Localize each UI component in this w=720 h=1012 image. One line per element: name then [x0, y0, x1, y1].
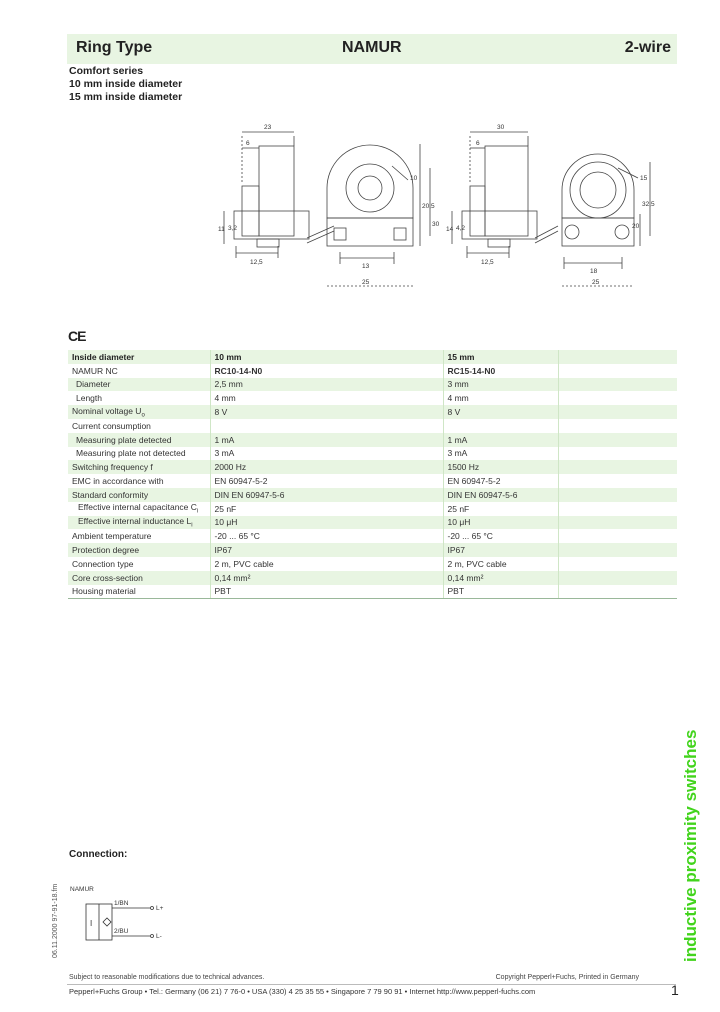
spec-value-10mm: 10 μH — [210, 516, 443, 530]
spec-value-15mm: EN 60947-5-2 — [443, 474, 558, 488]
spec-value-10mm: 1 mA — [210, 433, 443, 447]
spec-value-10mm — [210, 419, 443, 433]
spec-label-subscript: i — [191, 522, 193, 529]
spec-empty-cell — [558, 378, 677, 392]
spec-empty-cell — [558, 419, 677, 433]
dim-25-left: 25 — [362, 279, 370, 286]
spec-value-10mm: 4 mm — [210, 391, 443, 405]
header-title-2-wire: 2-wire — [624, 39, 671, 56]
dimension-drawings — [212, 118, 655, 298]
spec-value-15mm: PBT — [443, 585, 558, 599]
dim-30: 30 — [432, 221, 440, 228]
dim-10: 10 — [410, 175, 418, 182]
side-view-10mm — [224, 132, 334, 258]
spec-label-text: Effective internal inductance L — [78, 516, 192, 527]
spec-label — [68, 405, 210, 419]
footer-divider — [67, 984, 676, 985]
spec-value-10mm: 3 mA — [210, 447, 443, 461]
spec-empty-cell — [558, 543, 677, 557]
spec-value-15mm: -20 ... 65 °C — [443, 529, 558, 543]
spec-row — [68, 488, 677, 502]
spec-empty-cell — [558, 571, 677, 585]
sensor-i-symbol: I — [90, 919, 93, 928]
category-banner: inductive proximity switches — [681, 729, 700, 962]
spec-value-15mm: 8 V — [443, 405, 558, 419]
connection-title: Connection: — [69, 849, 128, 860]
dim-4-2: 4,2 — [456, 225, 466, 232]
spec-label — [68, 364, 210, 378]
spec-label — [68, 543, 210, 557]
wire-2-bu: 2/BU — [114, 928, 129, 935]
dim-12-5-left: 12,5 — [250, 259, 263, 266]
spec-label-text: Ambient temperature — [72, 531, 152, 542]
series-subtitles — [69, 65, 182, 104]
spec-label — [68, 529, 210, 543]
spec-row — [68, 571, 677, 585]
side-view-15mm — [452, 132, 558, 258]
namur-label: NAMUR — [70, 886, 94, 893]
header-bar — [67, 34, 677, 64]
spec-label — [68, 378, 210, 392]
spec-value-15mm — [443, 419, 558, 433]
spec-header-15mm: 15 mm — [443, 350, 558, 364]
spec-value-15mm: 3 mA — [443, 447, 558, 461]
spec-label-subscript: o — [141, 412, 145, 419]
front-view-15mm — [562, 154, 650, 286]
spec-empty-cell — [558, 391, 677, 405]
spec-value-15mm: 1 mA — [443, 433, 558, 447]
spec-label-text: Length — [76, 393, 102, 404]
spec-value-15mm: IP67 — [443, 543, 558, 557]
spec-value-15mm: 0,14 mm² — [443, 571, 558, 585]
dim-14: 14 — [446, 226, 454, 233]
terminal-l-plus: L+ — [156, 905, 164, 912]
spec-row — [68, 433, 677, 447]
header-title-ring-type: Ring Type — [76, 39, 153, 56]
spec-label — [68, 488, 210, 502]
spec-value-10mm: EN 60947-5-2 — [210, 474, 443, 488]
spec-empty-cell — [558, 585, 677, 599]
dim-20-5: 20,5 — [422, 203, 435, 210]
spec-label-text: Protection degree — [72, 545, 140, 556]
spec-empty-cell — [558, 460, 677, 474]
spec-label — [68, 460, 210, 474]
spec-empty-cell — [558, 405, 677, 419]
spec-label-text: Switching frequency f — [72, 462, 153, 473]
spec-row — [68, 516, 677, 530]
dim-13: 13 — [362, 263, 370, 270]
spec-label-text: Measuring plate not detected — [76, 448, 186, 459]
ce-mark: CE — [68, 328, 86, 344]
page-number: 1 — [671, 982, 679, 998]
subtitle-10mm: 10 mm inside diameter — [69, 78, 183, 90]
dim-15: 15 — [640, 175, 648, 182]
sensor-diamond-icon — [103, 918, 111, 926]
spec-label-text: Measuring plate detected — [76, 434, 172, 445]
spec-empty-cell — [558, 474, 677, 488]
subtitle-series: Comfort series — [69, 65, 144, 77]
spec-value-10mm: 8 V — [210, 405, 443, 419]
dim-3-2: 3,2 — [228, 225, 238, 232]
spec-label — [68, 474, 210, 488]
spec-empty-cell — [558, 364, 677, 378]
spec-label-text: Effective internal capacitance C — [78, 502, 197, 513]
spec-label — [68, 433, 210, 447]
spec-label-text: NAMUR NC — [72, 365, 118, 376]
dim-6-left: 6 — [246, 140, 250, 147]
spec-row — [68, 460, 677, 474]
footer-note: Subject to reasonable modifications due to technical advances. — [69, 974, 265, 981]
dim-20: 20 — [632, 223, 640, 230]
spec-row — [68, 391, 677, 405]
spec-label-text: EMC in accordance with — [72, 476, 164, 487]
spec-value-10mm: 2,5 mm — [210, 378, 443, 392]
spec-value-10mm: RC10-14-N0 — [210, 364, 443, 378]
dim-12-5-right: 12,5 — [481, 259, 494, 266]
subtitle-15mm: 15 mm inside diameter — [69, 91, 183, 103]
spec-label — [68, 502, 210, 516]
spec-label — [68, 516, 210, 530]
spec-label-text: Connection type — [72, 558, 134, 569]
terminal-l-minus: L- — [156, 933, 162, 940]
spec-empty-cell — [558, 433, 677, 447]
spec-row — [68, 557, 677, 571]
spec-label — [68, 585, 210, 599]
dim-30-top: 30 — [497, 124, 505, 131]
spec-value-10mm: 2 m, PVC cable — [210, 557, 443, 571]
spec-row — [68, 585, 677, 599]
spec-label — [68, 571, 210, 585]
spec-empty-cell — [558, 529, 677, 543]
dim-25-right: 25 — [592, 279, 600, 286]
spec-value-10mm: -20 ... 65 °C — [210, 529, 443, 543]
spec-empty-cell — [558, 557, 677, 571]
spec-header-row — [68, 350, 677, 364]
footer-contact: Pepperl+Fuchs Group • Tel.: Germany (06 21) 7 76-0 • USA (330) 4 25 35 55 • Singapore 7 79 90 91 • Internet http://www.pepperl-fuchs.com — [69, 987, 536, 996]
dim-11: 11 — [218, 226, 225, 233]
spec-label-text: Current consumption — [72, 420, 151, 431]
footer-copyright: Copyright Pepperl+Fuchs, Printed in Germany — [495, 974, 639, 981]
spec-value-15mm: DIN EN 60947-5-6 — [443, 488, 558, 502]
front-view-10mm — [327, 144, 430, 286]
dim-23: 23 — [264, 124, 272, 131]
spec-empty-cell — [558, 488, 677, 502]
spec-label-text: Standard conformity — [72, 489, 149, 500]
spec-value-10mm: IP67 — [210, 543, 443, 557]
spec-row — [68, 543, 677, 557]
spec-row — [68, 447, 677, 461]
spec-row — [68, 364, 677, 378]
dim-18: 18 — [590, 268, 598, 275]
spec-value-10mm: 2000 Hz — [210, 460, 443, 474]
spec-row — [68, 474, 677, 488]
spec-value-15mm: RC15-14-N0 — [443, 364, 558, 378]
spec-row — [68, 502, 677, 516]
spec-value-15mm: 25 nF — [443, 502, 558, 516]
spec-table — [68, 350, 677, 599]
spec-value-15mm: 4 mm — [443, 391, 558, 405]
spec-label-text: Housing material — [72, 586, 136, 597]
spec-value-10mm: 25 nF — [210, 502, 443, 516]
spec-label — [68, 447, 210, 461]
spec-row — [68, 378, 677, 392]
spec-header-10mm: 10 mm — [210, 350, 443, 364]
spec-label — [68, 419, 210, 433]
spec-empty-cell — [558, 516, 677, 530]
dim-6-right: 6 — [476, 140, 480, 147]
spec-label — [68, 557, 210, 571]
spec-row — [68, 419, 677, 433]
spec-value-10mm: DIN EN 60947-5-6 — [210, 488, 443, 502]
spec-header-label: Inside diameter — [68, 350, 210, 364]
spec-value-15mm: 3 mm — [443, 378, 558, 392]
spec-header-empty — [558, 350, 677, 364]
document-code: 06.11.2000 97-91-18.fm — [52, 883, 59, 958]
spec-value-10mm: 0,14 mm² — [210, 571, 443, 585]
dim-32-5: 32,5 — [642, 201, 655, 208]
spec-empty-cell — [558, 502, 677, 516]
spec-value-15mm: 1500 Hz — [443, 460, 558, 474]
spec-row — [68, 405, 677, 419]
wire-1-bn: 1/BN — [114, 900, 129, 907]
spec-label-text: Nominal voltage U — [72, 405, 142, 416]
spec-empty-cell — [558, 447, 677, 461]
spec-label-text: Diameter — [76, 379, 111, 390]
spec-label — [68, 391, 210, 405]
spec-row — [68, 529, 677, 543]
spec-value-15mm: 10 μH — [443, 516, 558, 530]
header-title-namur: NAMUR — [342, 39, 402, 56]
spec-label-text: Core cross-section — [72, 572, 143, 583]
spec-label-subscript: i — [196, 509, 199, 515]
wiring-diagram — [66, 882, 186, 952]
spec-value-10mm: PBT — [210, 585, 443, 599]
spec-value-15mm: 2 m, PVC cable — [443, 557, 558, 571]
